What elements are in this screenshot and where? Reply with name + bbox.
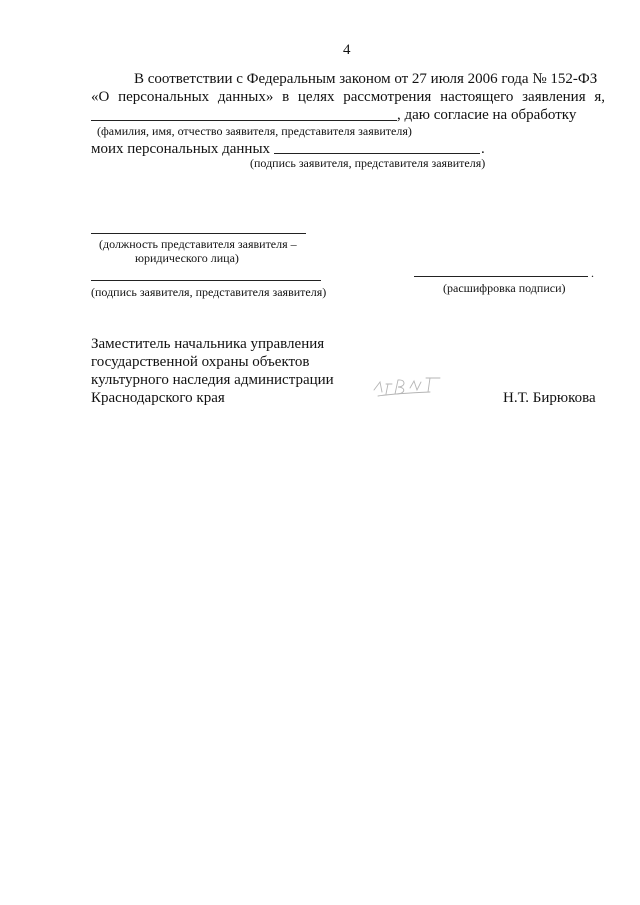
applicant-signature-blank[interactable] <box>91 280 321 281</box>
personal-data-signature-blank[interactable] <box>274 153 480 154</box>
signer-title-line-1: Заместитель начальника управления <box>91 336 325 352</box>
caption-applicant-name: (фамилия, имя, отчество заявителя, представителя заявителя) <box>97 124 412 138</box>
caption-position-line-1: (должность представителя заявителя – <box>99 237 297 251</box>
position-blank[interactable] <box>91 233 306 234</box>
signer-name: Н.Т. Бирюкова <box>503 390 596 406</box>
signer-title-line-3: культурного наследия администрации <box>91 372 334 388</box>
consent-line-2-word: настоящего <box>440 89 514 105</box>
consent-line-2-word: персональных <box>118 89 210 105</box>
consent-line-2 <box>91 88 605 106</box>
applicant-name-blank[interactable] <box>91 120 397 121</box>
consent-line-2-word: «О <box>91 89 110 105</box>
consent-line-4-end: . <box>481 141 485 157</box>
caption-signature-decoding: (расшифровка подписи) <box>443 281 566 295</box>
caption-position-line-2: юридического лица) <box>135 251 239 265</box>
trailing-dot: . <box>591 266 594 280</box>
consent-line-2-word: заявления <box>522 89 586 105</box>
caption-applicant-signature: (подпись заявителя, представителя заявителя) <box>91 285 327 299</box>
page-number: 4 <box>343 42 351 58</box>
consent-line-4-prefix: моих персональных данных <box>91 141 271 157</box>
caption-consent-signature: (подпись заявителя, представителя заявителя) <box>250 156 486 170</box>
signature-decoding-blank[interactable] <box>414 276 588 277</box>
handwritten-signature <box>368 370 448 402</box>
signer-title-line-2: государственной охраны объектов <box>91 354 310 370</box>
consent-line-2-word: данных» <box>217 89 274 105</box>
consent-line-2-word: в <box>282 89 290 105</box>
consent-line-2-word: целях <box>297 89 335 105</box>
signer-title-line-4: Краснодарского края <box>91 390 225 406</box>
consent-line-1: В соответствии с Федеральным законом от 27 июля 2006 года № 152-ФЗ <box>134 71 598 87</box>
consent-line-2-word: я, <box>594 89 605 105</box>
consent-line-3-suffix: , даю согласие на обработку <box>397 107 577 123</box>
consent-line-2-word: рассмотрения <box>343 89 432 105</box>
